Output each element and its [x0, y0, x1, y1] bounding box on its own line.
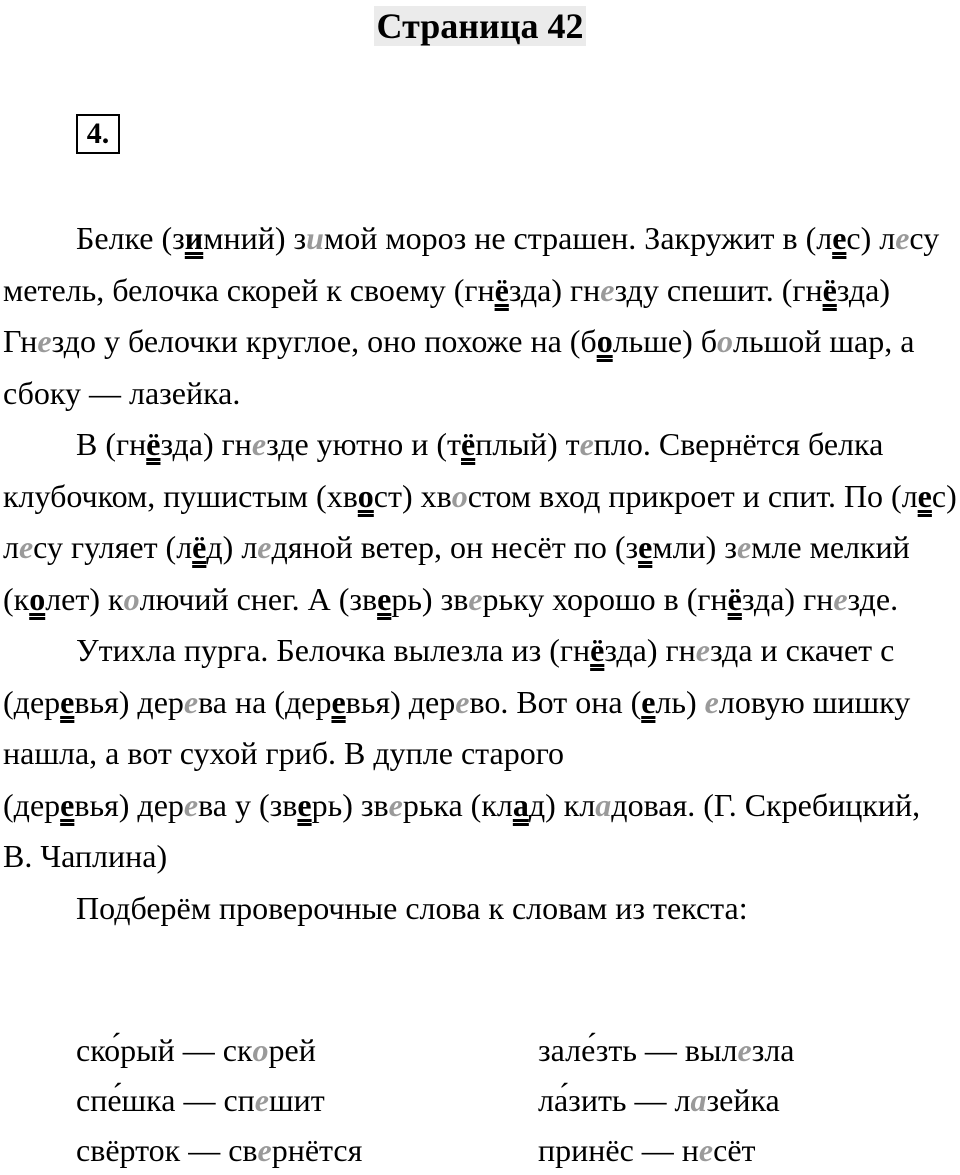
- highlighted-letter: е: [183, 683, 199, 720]
- text-fragment: рька (кл: [402, 786, 513, 823]
- text-fragment: свёрток — св: [76, 1132, 258, 1168]
- underlined-letter: ё: [590, 632, 605, 668]
- text-fragment: здо у белочки круглое, оно похоже на (б: [51, 323, 597, 359]
- highlighted-letter: о: [252, 1032, 269, 1068]
- text-fragment: спе́шка — сп: [76, 1082, 255, 1118]
- underlined-letter: ё: [494, 271, 509, 308]
- highlighted-letter: е: [704, 683, 719, 720]
- underlined-letter: е: [638, 529, 653, 565]
- text-fragment: Подберём проверочные слова к словам из текста:: [76, 889, 748, 926]
- text-fragment: рей: [268, 1032, 316, 1068]
- underlined-letter: о: [357, 477, 374, 514]
- highlighted-letter: е: [736, 529, 752, 565]
- text-fragment: су гуляет (л: [33, 529, 193, 565]
- highlighted-letter: о: [451, 477, 468, 514]
- text-fragment: Утихла пурга. Белочка вылезла из (гн: [76, 632, 591, 668]
- text-fragment: лет) к: [45, 580, 124, 617]
- highlighted-letter: е: [254, 1082, 269, 1118]
- pair-left: [76, 1075, 538, 1125]
- highlighted-letter: е: [18, 529, 34, 565]
- underlined-letter: о: [596, 323, 613, 359]
- text-fragment: принёс — н: [538, 1132, 699, 1168]
- highlighted-letter: е: [257, 1132, 272, 1168]
- paragraph: [3, 780, 957, 883]
- text-fragment: зду спешит. (гн: [614, 271, 823, 308]
- text-fragment: мле мелкий (к: [3, 529, 910, 617]
- text-fragment: сёт: [713, 1132, 756, 1168]
- text-fragment: зде уютно и (т: [266, 426, 462, 462]
- underlined-letter: е: [331, 683, 346, 720]
- pair-left: [76, 1025, 538, 1075]
- task-number-box: 4.: [76, 114, 120, 154]
- text-fragment: во. Вот она (: [469, 683, 642, 720]
- highlighted-letter: а: [595, 786, 612, 823]
- highlighted-letter: е: [388, 786, 403, 823]
- check-word-pairs: [76, 1025, 956, 1175]
- underlined-letter: ё: [727, 580, 742, 617]
- highlighted-letter: е: [468, 580, 483, 617]
- text-fragment: вья) дер: [74, 786, 184, 823]
- highlighted-letter: е: [251, 426, 267, 462]
- underlined-letter: ё: [192, 529, 207, 565]
- text-fragment: ва на (дер: [198, 683, 332, 720]
- pair-right: [538, 1125, 956, 1175]
- highlighted-letter: е: [455, 683, 470, 720]
- text-fragment: д) л: [206, 529, 258, 565]
- text-fragment: ль): [655, 683, 705, 720]
- highlighted-letter: о: [123, 580, 140, 617]
- pair-right: [538, 1025, 956, 1075]
- text-fragment: льшой шар, а сбоку — лазейка.: [3, 323, 915, 411]
- text-fragment: рь) зв: [391, 580, 469, 617]
- underlined-letter: и: [184, 220, 204, 256]
- text-fragment: су метель, белочка скорей к своему (гн: [3, 220, 940, 308]
- text-fragment: довая. (Г. Скребицкий, В. Чаплина): [3, 786, 921, 874]
- text-fragment: рьку хорошо в (гн: [482, 580, 728, 617]
- paragraph: [3, 213, 957, 419]
- text-fragment: (дер: [3, 786, 61, 823]
- paragraph: [3, 625, 957, 780]
- text-fragment: ст) хв: [373, 477, 452, 514]
- exercise-text: [3, 213, 957, 934]
- underlined-letter: е: [832, 220, 847, 256]
- underlined-letter: о: [29, 580, 46, 617]
- underlined-letter: е: [60, 683, 75, 720]
- text-fragment: зда) гн: [508, 271, 601, 308]
- highlighted-letter: е: [579, 426, 594, 462]
- text-fragment: ла́зить — л: [538, 1082, 691, 1118]
- highlighted-letter: е: [698, 1132, 714, 1168]
- underlined-letter: е: [917, 477, 932, 514]
- text-fragment: с) л: [3, 477, 957, 565]
- text-fragment: плый) т: [475, 426, 580, 462]
- highlighted-letter: о: [717, 323, 734, 359]
- text-fragment: зда) гн: [741, 580, 834, 617]
- text-fragment: стом вход прикроет и спит. По (л: [467, 477, 918, 514]
- text-fragment: с) л: [846, 220, 896, 256]
- text-fragment: вья) дер: [345, 683, 456, 720]
- text-fragment: зейка: [706, 1082, 780, 1118]
- paragraph: [3, 419, 957, 625]
- highlighted-letter: е: [737, 1032, 752, 1068]
- page-title: [0, 4, 960, 48]
- text-fragment: дяной ветер, он несёт по (з: [271, 529, 639, 565]
- highlighted-letter: е: [600, 271, 615, 308]
- text-fragment: ловую шишку нашла, а вот сухой гриб. В дупле старого: [3, 683, 911, 771]
- text-fragment: мой мороз не страшен. Закружит в (л: [323, 220, 833, 256]
- text-fragment: зда) Гн: [3, 271, 890, 359]
- underlined-letter: ё: [461, 426, 476, 462]
- text-fragment: Белке (з: [76, 220, 185, 256]
- text-fragment: мний) з: [203, 220, 307, 256]
- pair-row: [76, 1125, 956, 1175]
- text-fragment: рнётся: [271, 1132, 363, 1168]
- text-fragment: ва у (зв: [198, 786, 298, 823]
- pair-row: [76, 1075, 956, 1125]
- underlined-letter: е: [377, 580, 392, 617]
- text-fragment: мли) з: [652, 529, 737, 565]
- underlined-letter: ё: [822, 271, 837, 308]
- highlighted-letter: е: [37, 323, 52, 359]
- text-fragment: д) кл: [528, 786, 596, 823]
- highlighted-letter: е: [833, 580, 848, 617]
- underlined-letter: а: [512, 786, 529, 823]
- underlined-letter: е: [641, 683, 656, 720]
- pair-left: [76, 1125, 538, 1175]
- text-fragment: льше) б: [612, 323, 718, 359]
- text-fragment: ско́рый — ск: [76, 1032, 253, 1068]
- text-fragment: зда) гн: [160, 426, 252, 462]
- underlined-letter: е: [297, 786, 312, 823]
- pair-right: [538, 1075, 956, 1125]
- highlighted-letter: е: [183, 786, 199, 823]
- text-fragment: зда и скачет с (дер: [3, 632, 895, 720]
- text-fragment: вья) дер: [74, 683, 184, 720]
- highlighted-letter: и: [306, 220, 324, 256]
- highlighted-letter: а: [690, 1082, 707, 1118]
- highlighted-letter: е: [695, 632, 710, 668]
- text-fragment: зда) гн: [604, 632, 696, 668]
- paragraph: [3, 883, 957, 935]
- pair-row: [76, 1025, 956, 1075]
- underlined-letter: е: [60, 786, 75, 823]
- text-fragment: зале́зть — выл: [538, 1032, 738, 1068]
- text-fragment: В (гн: [76, 426, 147, 462]
- text-fragment: шит: [268, 1082, 325, 1118]
- text-fragment: зде.: [847, 580, 899, 617]
- text-fragment: зла: [751, 1032, 795, 1068]
- page-title-text: Страница 42: [374, 6, 587, 46]
- highlighted-letter: е: [895, 220, 910, 256]
- highlighted-letter: е: [257, 529, 272, 565]
- underlined-letter: ё: [146, 426, 161, 462]
- text-fragment: лючий снег. А (зв: [139, 580, 378, 617]
- text-fragment: рь) зв: [311, 786, 389, 823]
- text-fragment: пло. Свернётся белка клубочком, пушистым (хв: [3, 426, 884, 514]
